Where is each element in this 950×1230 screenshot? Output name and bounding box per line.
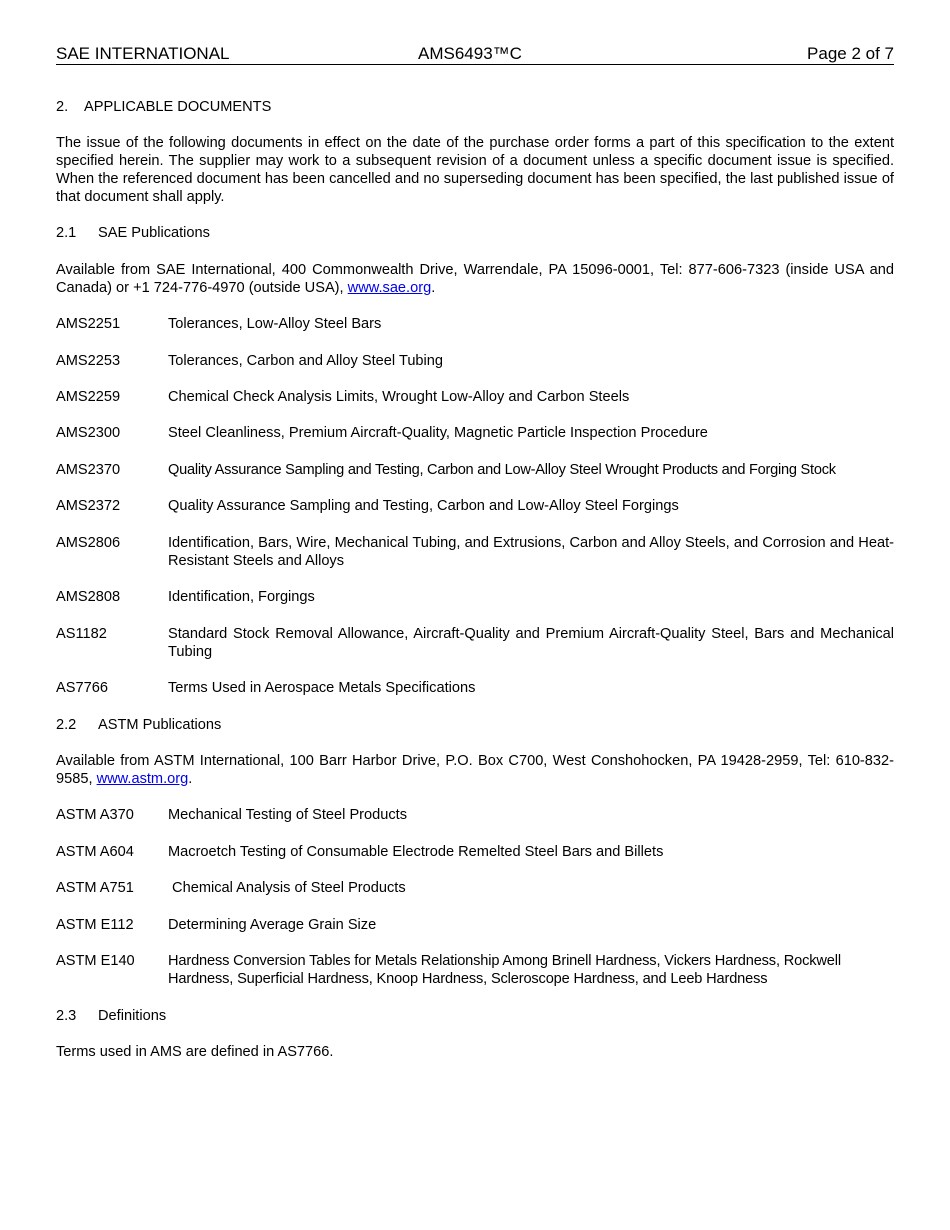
section-title: APPLICABLE DOCUMENTS (84, 99, 272, 115)
reference-title: Steel Cleanliness, Premium Aircraft-Quality, Magnetic Particle Inspection Procedure (168, 425, 708, 441)
reference-row (56, 916, 894, 934)
section-number: 2. (56, 99, 69, 115)
reference-row (56, 461, 894, 479)
reference-row (56, 588, 894, 606)
reference-title: Tolerances, Low-Alloy Steel Bars (168, 316, 382, 332)
section-2-1-heading (56, 224, 894, 242)
section-2-2-heading (56, 716, 894, 734)
reference-title: Identification, Bars, Wire, Mechanical Tubing, and Extrusions, Carbon and Alloy Steels, and Corrosion and Heat-Resistant Steels and Alloys (168, 535, 894, 569)
reference-row (56, 843, 894, 861)
reference-code: AMS2251 (56, 316, 121, 332)
reference-row (56, 879, 894, 897)
reference-row (56, 806, 894, 824)
section-2-intro: The issue of the following documents in effect on the date of the purchase order forms a part of this specification to the extent specified herein. The supplier may work to a subsequent revision of a document unless a specific document issue is specified. When the referenced document has been cancelled and no superseding document has been specified, the last published issue of that document shall apply. (56, 135, 894, 205)
reference-row (56, 625, 894, 661)
reference-code: AMS2372 (56, 498, 121, 514)
section-2-3-heading (56, 1007, 894, 1025)
reference-title: Macroetch Testing of Consumable Electrode Remelted Steel Bars and Billets (168, 844, 664, 860)
reference-code: AMS2806 (56, 535, 121, 551)
reference-code: AMS2300 (56, 425, 121, 441)
reference-row (56, 534, 894, 570)
reference-row (56, 388, 894, 406)
reference-code: ASTM A751 (56, 880, 134, 896)
reference-title: Mechanical Testing of Steel Products (168, 807, 408, 823)
reference-code: ASTM E140 (56, 953, 135, 969)
sae-link[interactable]: www.sae.org (347, 280, 432, 296)
reference-title: Standard Stock Removal Allowance, Aircraft-Quality and Premium Aircraft-Quality Steel, Bars and Mechanical Tubing (168, 626, 894, 660)
reference-code: ASTM A604 (56, 844, 134, 860)
section-number: 2.3 (56, 1008, 77, 1024)
reference-code: ASTM A370 (56, 807, 134, 823)
reference-title: Chemical Analysis of Steel Products (168, 880, 406, 896)
header-page-number: Page 2 of 7 (807, 44, 894, 63)
section-2-heading (56, 98, 894, 116)
reference-code: AMS2259 (56, 389, 121, 405)
header-org: SAE INTERNATIONAL (56, 44, 230, 63)
reference-row (56, 952, 894, 988)
reference-code: AS1182 (56, 626, 107, 642)
astm-link[interactable]: www.astm.org (96, 771, 189, 787)
header-doc-id: AMS6493™C (418, 44, 522, 63)
reference-title: Tolerances, Carbon and Alloy Steel Tubing (168, 353, 444, 369)
definitions-text: Terms used in AMS are defined in AS7766. (56, 1044, 334, 1060)
reference-row (56, 352, 894, 370)
reference-title: Quality Assurance Sampling and Testing, Carbon and Low-Alloy Steel Forgings (168, 498, 679, 514)
reference-title: Quality Assurance Sampling and Testing, Carbon and Low-Alloy Steel Wrought Products and Forging Stock (168, 462, 836, 478)
sae-availability: Available from SAE International, 400 Commonwealth Drive, Warrendale, PA 15096-0001, Tel: 877-606-7323 (inside USA and Canada) or +1 724-776-4970 (outside USA), www.sae.org. (56, 262, 894, 296)
reference-code: AS7766 (56, 680, 108, 696)
reference-title: Terms Used in Aerospace Metals Specifications (168, 680, 476, 696)
reference-row (56, 424, 894, 442)
reference-title: Determining Average Grain Size (168, 917, 377, 933)
availability-text: Available from SAE International, 400 Commonwealth Drive, Warrendale, PA 15096-0001, Tel: 877-606-7323 (inside USA and Canada) or +1 724-776-4970 (outside USA), (56, 262, 894, 296)
section-title: ASTM Publications (98, 717, 222, 733)
reference-code: AMS2253 (56, 353, 121, 369)
reference-row (56, 679, 894, 697)
reference-title: Identification, Forgings (168, 589, 315, 605)
reference-code: AMS2808 (56, 589, 121, 605)
section-number: 2.2 (56, 717, 77, 733)
section-title: Definitions (98, 1008, 167, 1024)
page-header (56, 44, 894, 65)
reference-code: AMS2370 (56, 462, 121, 478)
availability-text: Available from ASTM International, 100 Barr Harbor Drive, P.O. Box C700, West Conshohocken, PA 19428-2959, Tel: 610-832-9585, (56, 753, 894, 787)
reference-code: ASTM E112 (56, 917, 134, 933)
reference-title: Chemical Check Analysis Limits, Wrought Low-Alloy and Carbon Steels (168, 389, 630, 405)
reference-row (56, 497, 894, 515)
section-number: 2.1 (56, 225, 77, 241)
reference-title: Hardness Conversion Tables for Metals Relationship Among Brinell Hardness, Vickers Hardness, Rockwell Hardness, Superficial Hardness, Knoop Hardness, Scleroscope Hardness, and Leeb Hardness (168, 953, 841, 987)
section-title: SAE Publications (98, 225, 210, 241)
astm-availability: Available from ASTM International, 100 Barr Harbor Drive, P.O. Box C700, West Conshohocken, PA 19428-2959, Tel: 610-832-9585, www.astm.org. (56, 753, 894, 787)
reference-row (56, 315, 894, 333)
